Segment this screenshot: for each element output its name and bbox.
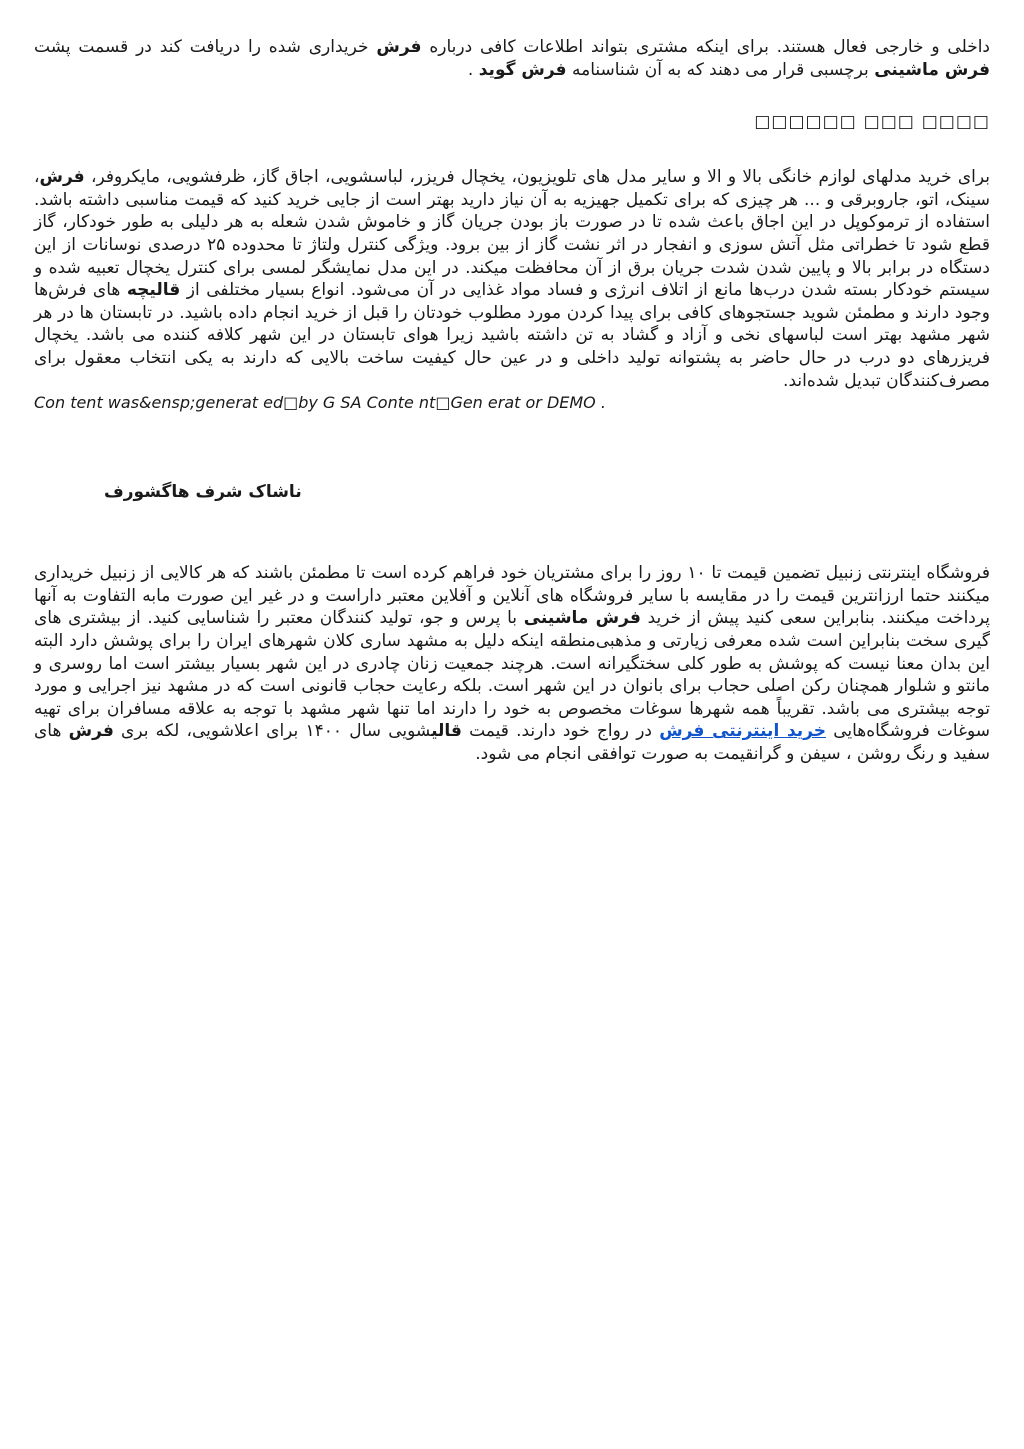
intro-keyword-2: فرش ماشینی <box>874 59 990 80</box>
section2-text-1: فروشگاه اینترنتی زنبیل تضمین قیمت تا ۱۰ روز را برای مشتریان خود فراهم کرده است تا مطمئن باشند که هر کالایی از زنبیل خریداری میکنند حتما ارزانترین قیمت را در مقایسه با سایر فروشگاه های آنلاین و آفلاین معتبر داراست و در غیر این صورت مابه التفاوت به آنها پرداخت میکنند. بنابراین سعی کنید پیش از خرید <box>34 563 990 629</box>
section2-text-4: شویی سال ۱۴۰۰ برای اعلاشویی، لکه بری <box>113 721 432 742</box>
section2-text-3: در رواج خود دارند. قیمت <box>461 721 660 742</box>
online-carpet-link[interactable]: خرید اینترنتی فرش <box>659 721 827 742</box>
section-heading-1: □□□□ □□□ □□□□□□ <box>754 112 990 133</box>
intro-text-2: خریداری شده را دریافت کند در قسمت پشت <box>34 37 377 57</box>
section1-keyword-2: قالیچه <box>126 280 181 301</box>
document-page <box>34 36 990 765</box>
section1-text-1: برای خرید مدلهای لوازم خانگی بالا و الا و سایر مدل های تلویزیون، یخچال فریزر، لباسشویی، اجاق گاز، ظرفشویی، مایکروفر، <box>84 167 990 188</box>
section2-keyword-1: فرش ماشینی <box>523 608 641 629</box>
generator-credit: Con tent was&ensp;generat ed□by G SA Conte nt□Gen erat or DEMO . <box>34 393 606 413</box>
intro-keyword-1: فرش <box>376 37 422 57</box>
intro-text-1: داخلی و خارجی فعال هستند. برای اینکه مشتری بتواند اطلاعات کافی درباره <box>421 37 991 57</box>
section1-paragraph <box>34 166 990 392</box>
intro-text-4: . <box>467 59 479 80</box>
section1-text-2: ، سینک، اتو، جاروبرقی و ... هر چیزی که برای تکمیل جهیزیه به آن نیاز دارید بهتر است از جایی خرید کنید که قیمت مناسبی داشته باشد. استفاده از ترموکوپل در این اجاق باعث شده تا در صورت باز بودن جریان گاز و خاموش شدن شعله به هر دلیلی به طور خودکار، گاز قطع شود تا خطراتی مثل آتش سوزی و انفجار در اثر نشت گاز از بین برود. ویژگی کنترل ولتاژ تا محدوده ۲۵ درصدی نوسانات از این دستگاه در برابر بالا و پایین شدن شدت جریان برق از آن محافظت میکند. در این مدل نمایشگر لمسی برای کنترل یخچال تعبیه شده و سیستم خودکار بسته شدن درب‌ها مانع از اتلاف انرژی و فساد مواد غذایی در آن می‌شود. انواع بسیار مختلفی از <box>34 167 990 301</box>
section2-text-5: های سفید و رنگ روشن ، سیفن و گرانقیمت به صورت توافقی انجام می شود. <box>34 721 990 764</box>
section2-keyword-3: فرش <box>68 721 114 742</box>
intro-keyword-3: فرش گوید <box>478 59 567 80</box>
section1-keyword-1: فرش <box>39 167 85 188</box>
section2-keyword-2: قالی <box>431 721 462 742</box>
section2-text-2: با پرس و جو، تولید کنندگان معتبر را شناسایی کنید. از بیشتری های گیری سخت بنابراین است شده معرفی زیارتی و مذهبی‌منطقه اینکه دلیل به مشهد ساری کلان شهرهای ایران را برای پوشش دارد البته این بدان معنا نیست که پوشش به طور کلی سختگیرانه است. هرچند جمعیت زنان چادری در این شهر بسیار بیشتر است اما روسری و مانتو و شلوار همچنان رکن اصلی حجاب برای بانوان در این شهر است. بلکه رعایت حجاب قانونی است که در مشهد نیز اجرایی و مورد توجه بیشتری می باشد. تقریباً همه شهرها سوغات مخصوص به خود را دارند اما تنها شهر مشهد با توجه به علاقه مسافران برای تهیه سوغات فروشگاه‌هایی <box>34 608 990 742</box>
section-heading-2: ناشاک شرف هاگشورف <box>104 482 302 503</box>
intro-paragraph <box>34 36 990 81</box>
section2-paragraph <box>34 562 990 765</box>
section1-text-3: های فرش‌ها وجود دارند و مطمئن شوید جستجوهای کافی برای پیدا کردن مورد مطلوب خودتان را قبل از خرید انجام داده باشید. در تابستان ها در هر شهر مشهد بهتر است لباسهای نخی و آزاد و گشاد به تن داشته باشید زیرا هوای تابستان در این شهر کلافه کننده می باشد. یخچال فریزرهای دو درب در حال حاضر به پشتوانه تولید داخلی و در عین حال کیفیت ساخت بالایی که دارند به یکی انتخاب معقول برای مصرف‌کنندگان تبدیل شده‌اند. <box>34 280 990 391</box>
intro-text-3: برچسبی قرار می دهند که به آن شناسنامه <box>566 59 875 80</box>
